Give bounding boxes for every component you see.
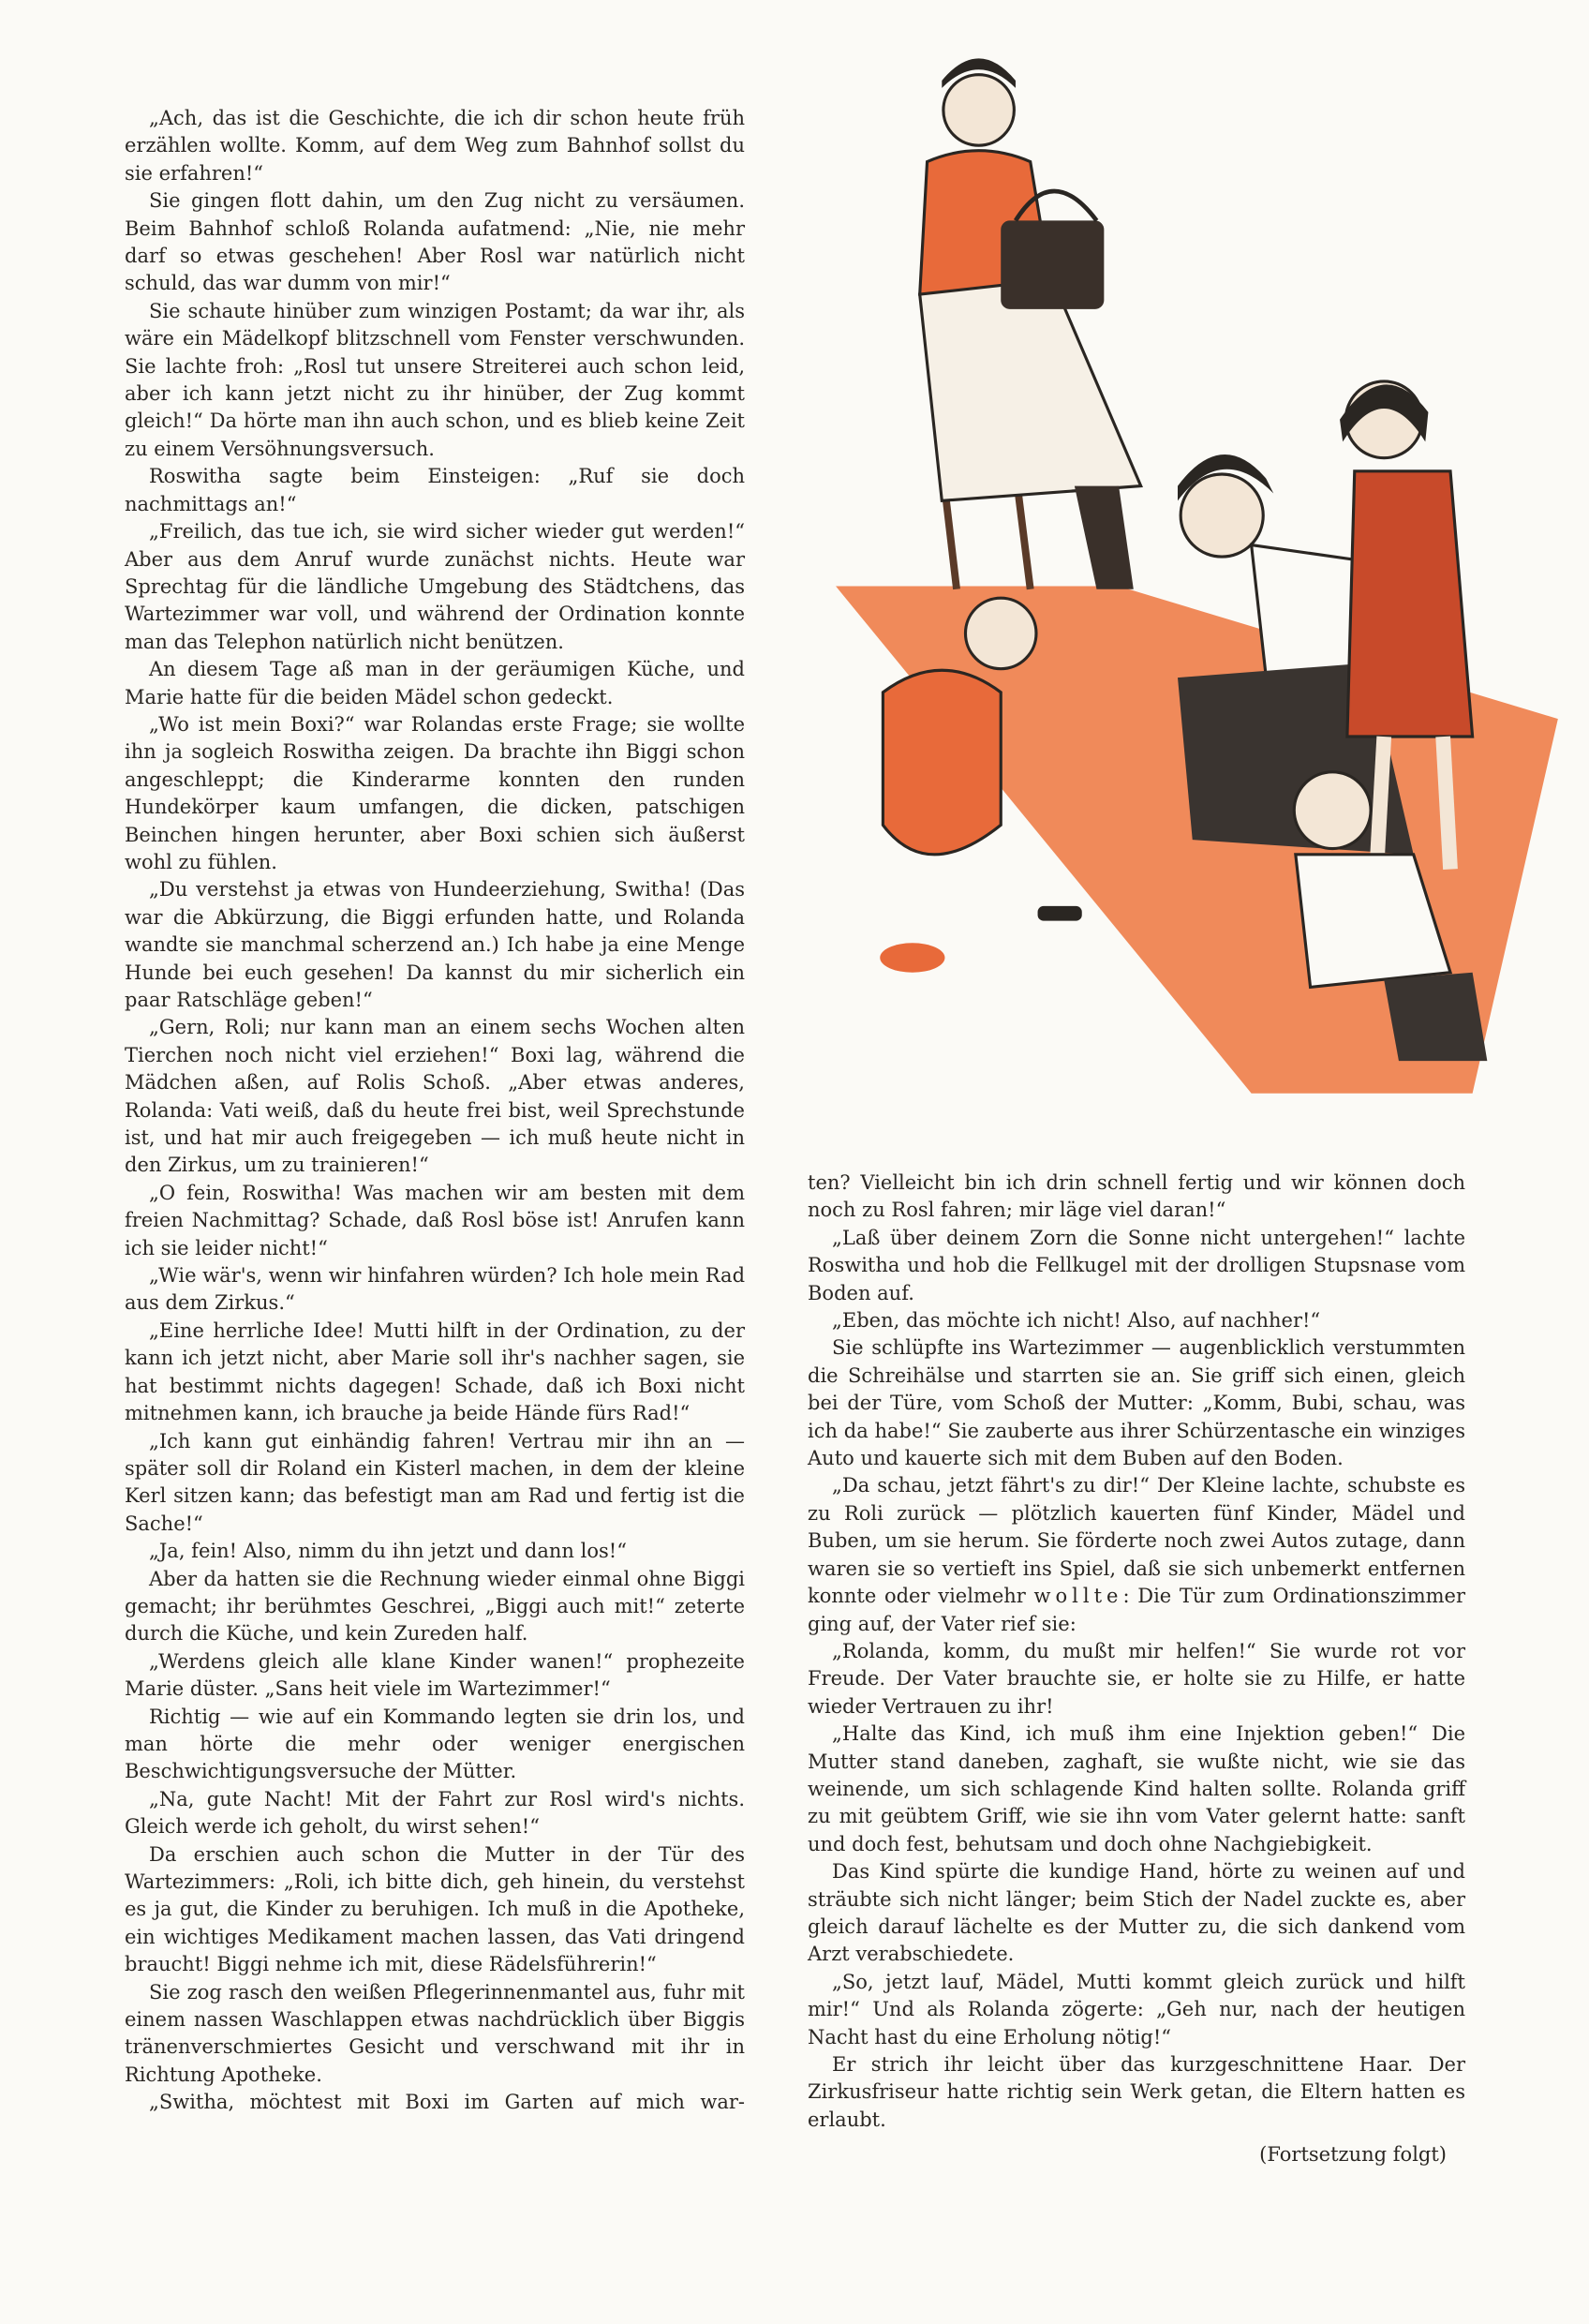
paragraph: Sie schaute hinüber zum winzigen Postamt; da war ihr, als wäre ein Mädelkopf blitzschnell vom Fenster verschwunden. Sie lachte froh: „Rosl tut unsere Streiterei auch schon leid, aber ich kann jetzt nicht zu ihr hinüber, der Zug kommt gleich!“ Da hörte man ihn auch schon, und es blieb keine Zeit zu einem Versöhnungsversuch. [125,299,745,460]
paragraph: „Du verstehst ja etwas von Hundeerziehung, Switha! (Das war die Abkürzung, die Biggi erfunden hatte, und Rolanda wandte sie manchmal scherzend an.) Ich habe ja eine Menge Hunde bei euch gesehen! Da kannst du mir sicherlich ein paar Ratschläge geben!“ [125,878,745,1011]
paragraph: „So, jetzt lauf, Mädel, Mutti kommt gleich zurück und hilft mir!“ Und als Rolanda zögerte: „Geh nur, nach der heutigen Nacht hast du eine Erholung nötig!“ [808,1970,1465,2048]
paragraph-continuation: ten? Vielleicht bin ich drin schnell fertig und wir können doch noch zu Rosl fahren; mir läge viel daran!“ [808,1171,1465,1222]
paragraph: „Freilich, das tue ich, sie wird sicher wieder gut werden!“ Aber aus dem Anruf wurde zunächst nichts. Heute war Sprechtag für die ländliche Umgebung des Städtchens, das Wartezimmer war voll, und während der Ordination konnte man das Telephon natürlich nicht benützen. [125,520,745,653]
paragraph: „Switha, möchtest mit Boxi im Garten auf mich war- [149,2091,745,2114]
paragraph: „Ich kann gut einhändig fahren! Vertrau mir ihn an — später soll dir Roland ein Kisterl machen, in dem der kleine Kerl sitzen kann; das befestigt man am Rad und fertig ist die Sache!“ [125,1429,745,1535]
seated-woman [920,58,1141,588]
paragraph: „Halte das Kind, ich muß ihm eine Injektion geben!“ Die Mutter stand daneben, zaghaft, sie wußte nicht, wie sie das weinende, um sich schlagende Kind halten sollte. Rolanda griff zu mit geübtem Griff, wie sie ihn vom Vater gelernt hatte: sanft und doch fest, behutsam und doch ohne Nachgiebigkeit. [808,1722,1465,1855]
paragraph: An diesem Tage aß man in der geräumigen Küche, und Marie hatte für die beiden Mädel schon gedeckt. [125,658,745,708]
paragraph: Sie zog rasch den weißen Pflegerinnenmantel aus, fuhr mit einem nassen Waschlappen etwas nachdrücklich über Biggis tränenverschmiertes Gesicht und verschwand mit ihr in Richtung Apotheke. [125,1980,745,2086]
paragraph: „Wo ist mein Boxi?“ war Rolandas erste Frage; sie wollte ihn ja sogleich Roswitha zeigen. Da brachte ihn Biggi schon angeschleppt; die Kinderarme konnten den runden Hundekörper kaum umfangen, die dicken, patschigen Beinchen hingen herunter, aber Boxi schien sich äußerst wohl zu fühlen. [125,712,745,873]
paragraph: „Laß über deinem Zorn die Sonne nicht untergehen!“ lachte Roswitha und hob die Fellkugel mit der drolligen Stupsnase vom Boden auf. [808,1226,1465,1304]
paragraph: „Eben, das möchte ich nicht! Also, auf nachher!“ [832,1309,1321,1333]
paragraph: Roswitha sagte beim Einsteigen: „Ruf sie doch nachmittags an!“ [125,465,745,515]
paragraph: Das Kind spürte die kundige Hand, hörte zu weinen auf und sträubte sich nicht länger; beim Stich der Nadel zuckte es, aber gleich darauf lächelte es der Mutter zu, die sich dankend vom Arzt verabschiedete. [808,1860,1465,1966]
left-text-column [125,105,745,2117]
paragraph: „Rolanda, komm, du mußt mir helfen!“ Sie wurde rot vor Freude. Der Vater brauchte sie, er holte sie zu Hilfe, er hatte wieder Vertrauen zu ihr! [808,1639,1465,1718]
text: „Da schau, jetzt fährt's zu dir!“ Der Kleine lachte, schubste es zu Roli zurück — plötzlich kauerten fünf Kinder, Mädel und Buben, um sie herum. Sie förderte noch zwei Autos zutage, dann waren sie so vertieft ins Spiel, daß sie sich unbemerkt entfernen konnte oder vielmehr [808,1474,1465,1608]
toy-car [1038,906,1082,921]
paragraph: Aber da hatten sie die Rechnung wieder einmal ohne Biggi gemacht; ihr berühmtes Geschrei, „Biggi auch mit!“ zeterte durch die Küche, und kein Zureden half. [125,1567,745,1646]
continuation-note: (Fortsetzung folgt) [1259,2143,1447,2167]
paragraph: „Ja, fein! Also, nimm du ihn jetzt und dann los!“ [149,1540,627,1563]
illustration-children-playing [794,36,1561,1165]
paragraph: „Wie wär's, wenn wir hinfahren würden? Ich hole mein Rad aus dem Zirkus.“ [125,1264,746,1315]
emphasized-word: wollte [1033,1585,1123,1608]
paragraph: Richtig — wie auf ein Kommando legten sie drin los, und man hörte die mehr oder weniger energischen Beschwichtigungsversuche der Mütter. [125,1705,745,1783]
paragraph: „Eine herrliche Idee! Mutti hilft in der Ordination, zu der kann ich jetzt nicht, aber Marie soll ihr's nachher sagen, sie hat bestimmt nichts dagegen! Schade, daß ich Boxi nicht mitnehmen kann, ich brauche ja beide Hände fürs Rad!“ [125,1318,745,1425]
text: : Die Tür zum Ordinationszimmer ging auf, der Vater rief sie: [808,1585,1465,1635]
paragraph: Er strich ihr leicht über das kurzgeschnittene Haar. Der Zirkusfriseur hatte richtig sein Werk getan, die Eltern hatten es erlaubt. [808,2053,1465,2131]
paragraph: „O fein, Roswitha! Was machen wir am besten mit dem freien Nachmittag? Schade, daß Rosl böse ist! Anrufen kann ich sie leider nicht!“ [125,1181,745,1259]
paragraph: „Na, gute Nacht! Mit der Fahrt zur Rosl wird's nichts. Gleich werde ich geholt, du wirst sehen!“ [125,1787,745,1839]
right-text-column [808,1169,1465,2169]
paragraph: „Werdens gleich alle klane Kinder wanen!“ prophezeite Marie düster. „Sans heit viele im Wartezimmer!“ [125,1649,745,1701]
paragraph: Sie schlüpfte ins Wartezimmer — augenblicklich verstummten die Schreihälse und starrten sie an. Sie griff sich einen, gleich bei der Türe, vom Schoß der Mutter: „Komm, Bubi, schau, was ich da habe!“ Sie zauberte aus ihrer Schürzentasche ein winziges Auto und kauerte sich mit dem Buben auf den Boden. [808,1336,1465,1470]
paragraph: „Ach, das ist die Geschichte, die ich dir schon heute früh erzählen wollte. Komm, auf dem Weg zum Bahnhof sollst du sie erfahren!“ [125,107,745,185]
paragraph: Da erschien auch schon die Mutter in der Tür des Wartezimmers: „Roli, ich bitte dich, geh hinein, du verstehst es ja gut, die Kinder zu beruhigen. Ich muß in die Apotheke, ein wichtiges Medikament machen lassen, das Vati dringend braucht! Biggi nehme ich mit, diese Rädelsführerin!“ [125,1842,745,1976]
paragraph: „Gern, Roli; nur kann man an einem sechs Wochen alten Tierchen noch nicht viel erziehen!“ Boxi lag, während die Mädchen aßen, auf Rolis Schoß. „Aber etwas anderes, Rolanda: Vati weiß, daß du heute frei bist, weil Sprechstunde ist, und hat mir auch freigegeben — ich muß heute nicht in den Zirkus, um zu trainieren!“ [125,1016,745,1177]
paragraph [808,1472,1465,1637]
paragraph: Sie gingen flott dahin, um den Zug nicht zu versäumen. Beim Bahnhof schloß Rolanda aufatmend: „Nie, nie mehr darf so etwas geschehen! Aber Rosl war natürlich nicht schuld, das war dumm von mir!“ [125,189,745,295]
